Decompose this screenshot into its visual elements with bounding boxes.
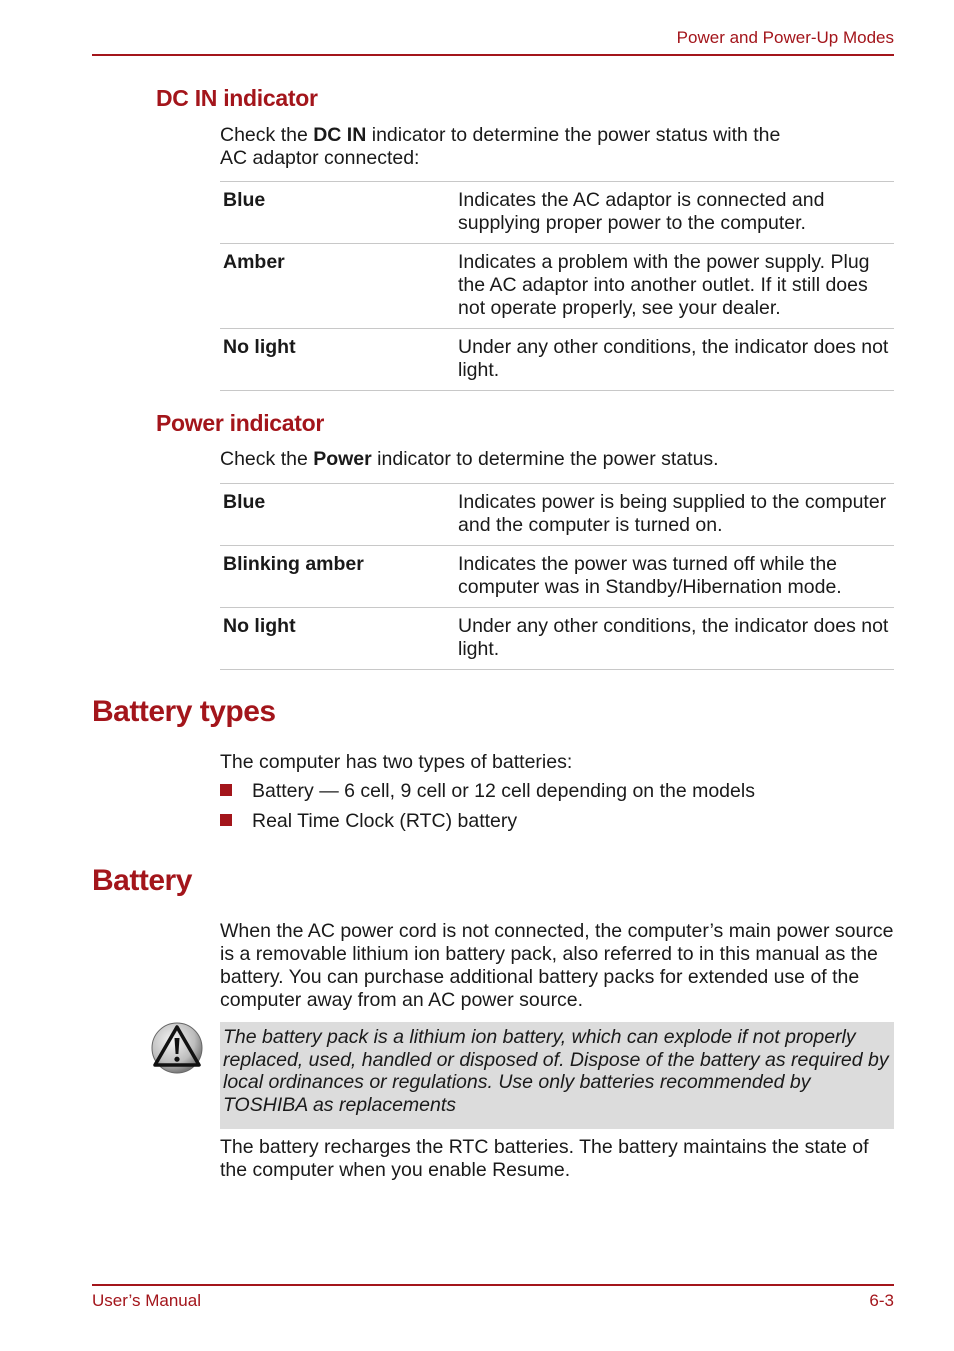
battery-closing: The battery recharges the RTC batteries. The battery maintains the state of the computer when you enable Resume. (220, 1136, 869, 1181)
footer-rule (92, 1284, 894, 1286)
list-item-text: Battery — 6 cell, 9 cell or 12 cell depending on the models (252, 780, 755, 802)
indicator-desc: Indicates the power was turned off while the computer was in Standby/Hibernation mode. (455, 546, 894, 608)
indicator-term: Amber (220, 244, 455, 329)
battery-types-intro: The computer has two types of batteries: (220, 751, 573, 773)
indicator-term: No light (220, 329, 455, 391)
indicator-term: No light (220, 608, 455, 670)
dc-in-intro-bold: DC IN (313, 124, 367, 146)
list-item (220, 810, 517, 833)
power-intro-post: indicator to determine the power status. (371, 448, 719, 470)
indicator-desc: Under any other conditions, the indicator does not light. (455, 608, 894, 670)
header-rule (92, 54, 894, 56)
table-row (220, 244, 894, 329)
dc-in-table (220, 181, 894, 391)
footer-left: User’s Manual (92, 1291, 201, 1310)
indicator-term: Blue (220, 484, 455, 546)
battery-types-heading: Battery types (92, 695, 276, 728)
page-number: 6-3 (869, 1291, 894, 1310)
power-intro-bold: Power (313, 448, 372, 470)
bullet-square-icon (220, 784, 232, 796)
battery-paragraph: When the AC power cord is not connected, the computer’s main power source is a removable lithium ion battery pack, also referred to in this manual as the battery. You can purchase additional battery packs for extended use of the computer away from an AC power source. (220, 920, 894, 1011)
indicator-term: Blue (220, 182, 455, 244)
dc-in-intro-line2: AC adaptor connected: (220, 147, 420, 169)
dc-in-heading: DC IN indicator (156, 85, 318, 111)
indicator-desc: Indicates a problem with the power supply. Plug the AC adaptor into another outlet. If it still does not operate properly, see your dealer. (455, 244, 894, 329)
table-row (220, 182, 894, 244)
power-heading: Power indicator (156, 410, 325, 436)
dc-in-intro-pre: Check the (220, 124, 314, 146)
dc-in-intro-post: indicator to determine the power status with the (366, 124, 781, 146)
caution-box (220, 1022, 894, 1129)
table-row (220, 608, 894, 670)
running-header: Power and Power-Up Modes (676, 28, 894, 47)
warning-triangle-icon (150, 1021, 204, 1075)
bullet-square-icon (220, 814, 232, 826)
list-item-text: Real Time Clock (RTC) battery (252, 810, 518, 832)
table-row (220, 546, 894, 608)
power-table (220, 483, 894, 670)
indicator-desc: Indicates power is being supplied to the computer and the computer is turned on. (455, 484, 894, 546)
power-intro (220, 448, 900, 471)
indicator-term: Blinking amber (220, 546, 455, 608)
power-intro-pre: Check the (220, 448, 314, 470)
indicator-desc: Under any other conditions, the indicator does not light. (455, 329, 894, 391)
table-row (220, 484, 894, 546)
indicator-desc: Indicates the AC adaptor is connected and supplying proper power to the computer. (455, 182, 894, 244)
caution-text: The battery pack is a lithium ion battery, which can explode if not properly replaced, used, handled or disposed of. Dispose of the battery as required by local ordinances or regulations. Use only batteries recommended by TOSHIBA as replacements (223, 1026, 889, 1116)
list-item (220, 780, 755, 803)
dc-in-intro (220, 124, 900, 170)
battery-heading: Battery (92, 864, 192, 897)
table-row (220, 329, 894, 391)
